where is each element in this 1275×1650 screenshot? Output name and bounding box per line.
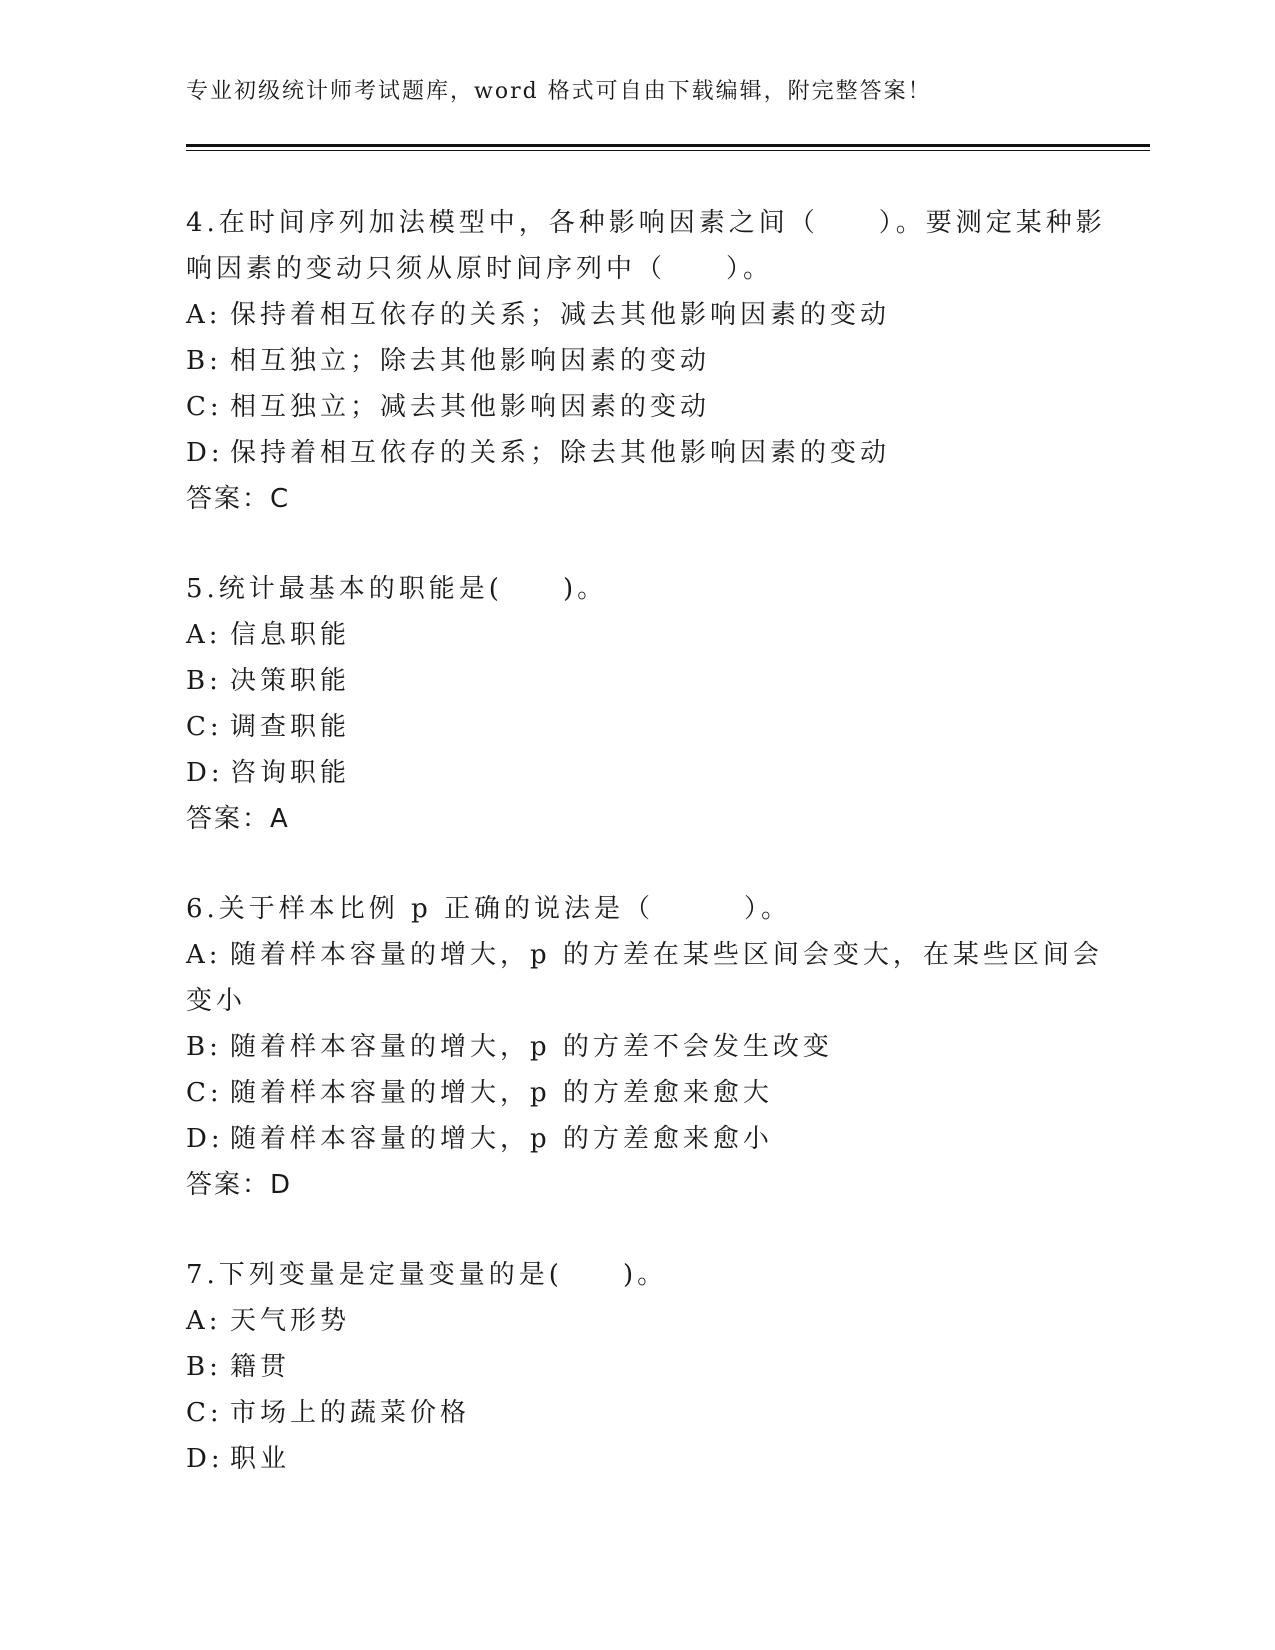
option-a-continued: 变小 — [186, 986, 247, 1016]
option-letter: B: — [186, 1352, 222, 1382]
option-letter: C: — [186, 1398, 223, 1428]
answer-label: 答案：C — [186, 484, 291, 514]
option-a — [186, 932, 1103, 978]
option-text: 随着样本容量的增大，p 的方差不会发生改变 — [230, 1032, 833, 1062]
question-7 — [186, 1252, 1086, 1482]
option-text: 决策职能 — [230, 666, 351, 696]
option-text: 职业 — [230, 1444, 291, 1474]
option-letter: A: — [186, 620, 222, 650]
option-b — [186, 1344, 1086, 1390]
option-letter: D: — [186, 758, 224, 788]
option-d — [186, 750, 1086, 796]
option-b — [186, 1024, 1086, 1070]
option-letter: A: — [186, 1306, 222, 1336]
option-letter: C: — [186, 1078, 223, 1108]
option-text: 随着样本容量的增大，p 的方差在某些区间会变大，在某些区间会 — [230, 940, 1103, 970]
option-letter: A: — [186, 300, 222, 330]
option-text: 随着样本容量的增大，p 的方差愈来愈大 — [230, 1078, 773, 1108]
option-letter: D: — [186, 1444, 224, 1474]
option-a — [186, 612, 1086, 658]
header-rule-thin — [186, 150, 1150, 151]
option-text: 天气形势 — [230, 1306, 351, 1336]
page-header: 专业初级统计师考试题库，word 格式可自由下载编辑，附完整答案！ — [186, 79, 932, 104]
option-text: 保持着相互依存的关系；除去其他影响因素的变动 — [230, 438, 891, 468]
option-d — [186, 430, 1086, 476]
option-text: 随着样本容量的增大，p 的方差愈来愈小 — [230, 1124, 773, 1154]
answer-label: 答案：D — [186, 1170, 293, 1200]
question-stem: 7.下列变量是定量变量的是( )。 — [186, 1260, 668, 1290]
option-letter: C: — [186, 392, 223, 422]
option-c — [186, 704, 1086, 750]
option-text: 籍贯 — [230, 1352, 291, 1382]
option-text: 相互独立；除去其他影响因素的变动 — [230, 346, 711, 376]
option-a — [186, 1298, 1086, 1344]
option-c — [186, 1070, 1086, 1116]
answer-label: 答案：A — [186, 804, 290, 834]
option-text: 保持着相互依存的关系；减去其他影响因素的变动 — [230, 300, 891, 330]
question-stem: 6.关于样本比例 p 正确的说法是（ ）。 — [186, 894, 791, 924]
option-letter: B: — [186, 666, 222, 696]
option-b — [186, 658, 1086, 704]
option-text: 调查职能 — [230, 712, 351, 742]
question-list — [186, 200, 1106, 1526]
question-6 — [186, 886, 1103, 1208]
question-stem: 4.在时间序列加法模型中，各种影响因素之间（ ）。要测定某种影 — [186, 208, 1106, 238]
option-a — [186, 292, 1086, 338]
option-letter: B: — [186, 346, 222, 376]
question-stem: 5.统计最基本的职能是( )。 — [186, 574, 608, 604]
option-d — [186, 1116, 1086, 1162]
option-text: 咨询职能 — [230, 758, 351, 788]
question-4 — [186, 200, 1106, 522]
option-b — [186, 338, 1086, 384]
question-5 — [186, 566, 1086, 842]
option-text: 相互独立；减去其他影响因素的变动 — [230, 392, 711, 422]
option-letter: A: — [186, 940, 222, 970]
option-text: 信息职能 — [230, 620, 351, 650]
option-text: 市场上的蔬菜价格 — [230, 1398, 471, 1428]
option-letter: D: — [186, 1124, 224, 1154]
header-rule-thick — [186, 144, 1150, 147]
option-d — [186, 1436, 1086, 1482]
question-stem-continued: 响因素的变动只须从原时间序列中（ ）。 — [186, 254, 774, 284]
option-letter: B: — [186, 1032, 222, 1062]
option-c — [186, 1390, 1086, 1436]
option-c — [186, 384, 1086, 430]
option-letter: D: — [186, 438, 224, 468]
option-letter: C: — [186, 712, 223, 742]
